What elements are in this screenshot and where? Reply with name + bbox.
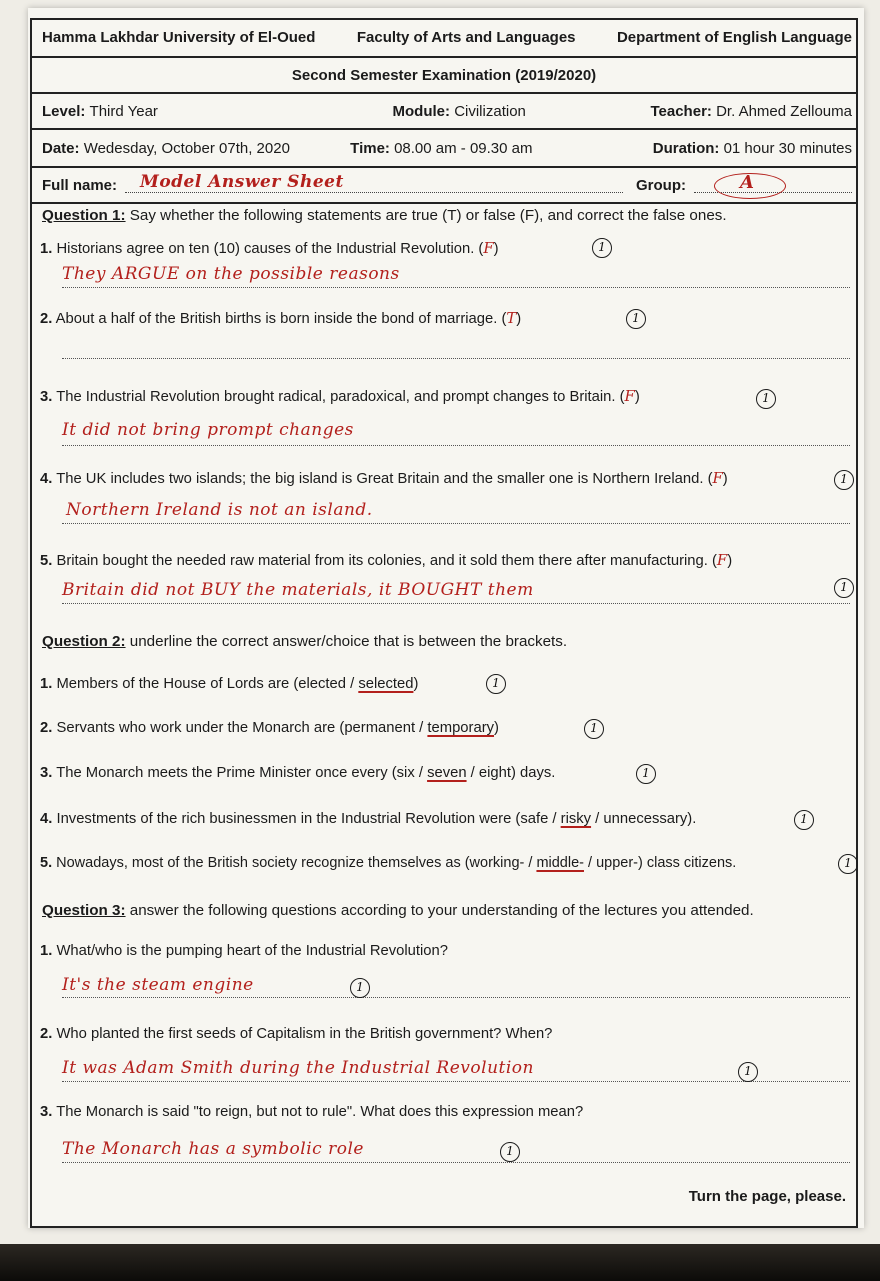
answer-line — [62, 523, 850, 524]
q1-item-5: 5. Britain bought the needed raw material from its colonies, and it sold them there after manufacturing. (F) — [40, 552, 733, 569]
q1-item-2: 2. About a half of the British births is born inside the bond of marriage. (T) — [40, 310, 522, 327]
answer-line — [62, 445, 850, 446]
q1-heading: Question 1: Say whether the following statements are true (T) or false (F), and correct the false ones. — [42, 207, 727, 224]
underlined-answer: seven — [427, 765, 467, 781]
q1-correction-3: It did not bring prompt changes — [62, 420, 354, 440]
q2-item-3: 3. The Monarch meets the Prime Minister once every (six / seven / eight) days. — [40, 765, 556, 781]
q1-correction-5: Britain did not BUY the materials, it BOUGHT them — [62, 580, 534, 600]
group-circle — [714, 173, 786, 199]
answer-line — [62, 1081, 850, 1082]
underlined-answer: selected — [358, 676, 414, 692]
header-row-name — [30, 168, 858, 204]
mark-circle: 1 — [584, 719, 604, 739]
q2-item-2: 2. Servants who work under the Monarch are (permanent / temporary) — [40, 720, 499, 736]
mark-circle: 1 — [834, 578, 854, 598]
faculty-name: Faculty of Arts and Languages — [356, 28, 576, 46]
mark-circle: 1 — [626, 309, 646, 329]
answer-line — [62, 603, 850, 604]
level-field: Level: Third Year — [42, 102, 158, 120]
exam-title: Second Semester Examination (2019/2020) — [291, 66, 597, 84]
mark-circle: 1 — [794, 810, 814, 830]
q3-heading: Question 3: answer the following questions according to your understanding of the lectures you attended. — [42, 902, 754, 919]
mark-circle: 1 — [636, 764, 656, 784]
header-row-level — [30, 94, 858, 130]
underlined-answer: temporary — [427, 720, 495, 736]
q2-item-5: 5. Nowadays, most of the British society recognize themselves as (working- / middle- / upper-) class citizens. — [40, 855, 737, 871]
group-label: Group: — [636, 176, 686, 194]
q2-item-1: 1. Members of the House of Lords are (elected / selected) — [40, 676, 419, 692]
mark-circle: 1 — [500, 1142, 520, 1162]
header-row-exam-title — [30, 58, 858, 94]
mark-circle: 1 — [738, 1062, 758, 1082]
duration-field: Duration: 01 hour 30 minutes — [652, 139, 852, 157]
department-name: Department of English Language — [616, 28, 852, 46]
mark-circle: 1 — [350, 978, 370, 998]
underlined-answer: risky — [560, 811, 592, 827]
module-field: Module: Civilization — [392, 102, 526, 120]
fullname-handwritten: Model Answer Sheet — [140, 172, 344, 192]
fullname-label: Full name: — [42, 176, 118, 194]
mark-circle: 1 — [834, 470, 854, 490]
q3-answer-3: The Monarch has a symbolic role — [62, 1139, 364, 1159]
q1-item-4: 4. The UK includes two islands; the big island is Great Britain and the smaller one is Northern Ireland. (F) — [40, 470, 728, 487]
answer-line — [62, 1162, 850, 1163]
q2-item-4: 4. Investments of the rich businessmen in the Industrial Revolution were (safe / risky / unnecessary). — [40, 811, 697, 827]
teacher-field: Teacher: Dr. Ahmed Zellouma — [650, 102, 852, 120]
q1-item-3: 3. The Industrial Revolution brought radical, paradoxical, and prompt changes to Britain. (F) — [40, 388, 640, 405]
q3-answer-1: It's the steam engine — [62, 975, 254, 995]
q3-item-1: 1. What/who is the pumping heart of the Industrial Revolution? — [40, 943, 448, 959]
q3-item-3: 3. The Monarch is said "to reign, but not to rule". What does this expression mean? — [40, 1104, 584, 1120]
university-name: Hamma Lakhdar University of El-Oued — [42, 28, 316, 46]
table-edge-shadow — [0, 1244, 880, 1281]
header-row-date — [30, 130, 858, 168]
answer-line — [62, 997, 850, 998]
q1-item-1: 1. Historians agree on ten (10) causes of the Industrial Revolution. (F) — [40, 240, 499, 257]
time-field: Time: 08.00 am - 09.30 am — [350, 139, 533, 157]
mark-circle: 1 — [486, 674, 506, 694]
mark-circle: 1 — [592, 238, 612, 258]
mark-circle: 1 — [838, 854, 858, 874]
turn-page-note: Turn the page, please. — [688, 1188, 846, 1205]
answer-line — [62, 358, 850, 359]
q3-item-2: 2. Who planted the first seeds of Capitalism in the British government? When? — [40, 1026, 553, 1042]
q1-correction-1: They ARGUE on the possible reasons — [62, 264, 400, 284]
q2-heading: Question 2: underline the correct answer/choice that is between the brackets. — [42, 633, 568, 650]
underlined-answer: middle- — [536, 855, 584, 871]
q1-correction-4: Northern Ireland is not an island. — [66, 500, 373, 520]
group-handwritten: A — [740, 172, 755, 193]
fullname-dotted-line — [125, 192, 623, 193]
date-field: Date: Wedesday, October 07th, 2020 — [42, 139, 290, 157]
q3-answer-2: It was Adam Smith during the Industrial Revolution — [62, 1058, 534, 1078]
mark-circle: 1 — [756, 389, 776, 409]
answer-line — [62, 287, 850, 288]
header-row-institution — [30, 18, 858, 58]
